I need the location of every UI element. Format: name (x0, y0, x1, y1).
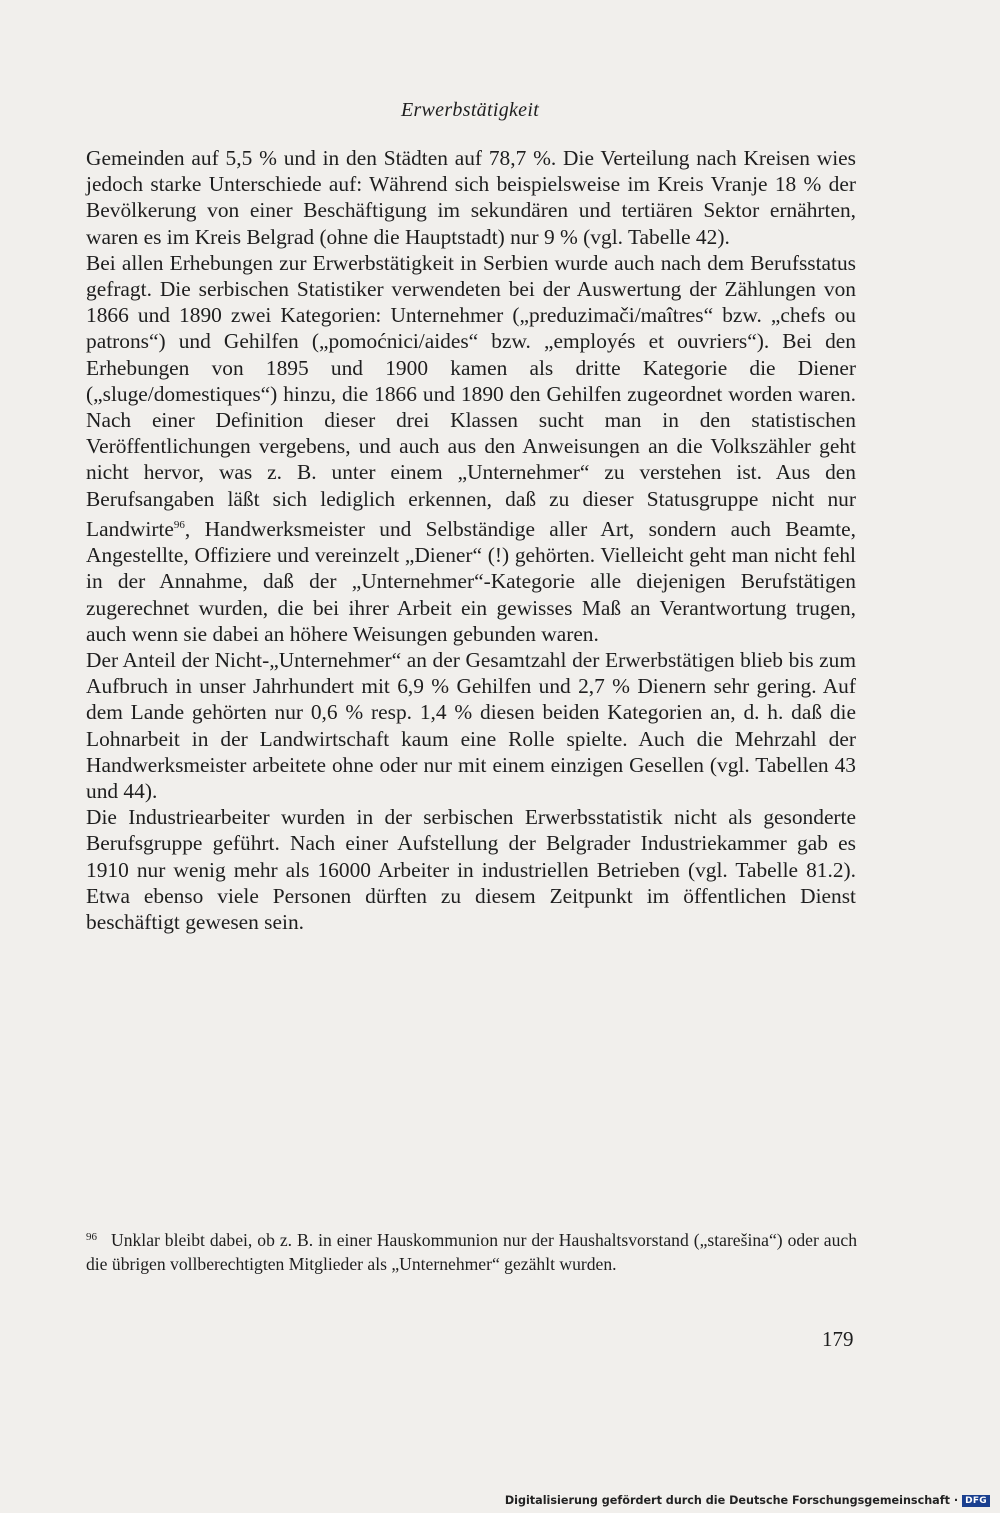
running-head: Erwerbstätigkeit (400, 99, 540, 121)
body-text (86, 145, 856, 935)
dfg-logo-icon: DFG (962, 1495, 990, 1507)
footnote (86, 1226, 857, 1276)
footnote-text: Unklar bleibt dabei, ob z. B. in einer Hauskommunion nur der Haushaltsvorstand („starešina“) oder auch die übrigen vollberechtigten Mitglieder als „Unternehmer“ gezählt wurden. (86, 1230, 857, 1274)
page-number: 179 (822, 1327, 854, 1351)
digitization-footer (505, 1494, 990, 1507)
paragraph-2-text: Bei allen Erhebungen zur Erwerbstätigkeit in Serbien wurde auch nach dem Berufsstatus gefragt. Die serbischen Statistiker verwendeten bei der Auswertung der Zählungen von 1866 und 1890 zwei Kategorien: Unternehmer („preduzimači/maîtres“ bzw. „chefs ou patrons“) und Gehilfen („pomoćnici/aides“ bzw. „employés et ouvriers“). Bei den Erhebungen von 1895 und 1900 kamen als dritte Kategorie die Diener („sluge/domestiques“) hinzu, die 1866 und 1890 den Gehilfen zugeordnet worden waren. Nach einer Definition dieser drei Klassen sucht man in den statistischen Veröffentlichungen vergebens, und auch aus den Anweisungen an die Volkszähler geht nicht hervor, was z. B. unter einem „Unternehmer“ zu verstehen ist. Aus den Berufsangaben läßt sich lediglich erkennen, daß zu dieser Statusgruppe nicht nur Landwirte (86, 250, 856, 541)
footnote-reference: 96 (173, 518, 185, 531)
paragraph-1: Gemeinden auf 5,5 % und in den Städten auf 78,7 %. Die Verteilung nach Kreisen wies jedoch starke Unterschiede auf: Während sich beispielsweise im Kreis Vranje 18 % der Bevölkerung von einer Beschäftigung im sekundären und tertiären Sektor ernährten, waren es im Kreis Belgrad (ohne die Hauptstadt) nur 9 % (vgl. Tabelle 42). (86, 146, 856, 249)
paragraph-4: Die Industriearbeiter wurden in der serbischen Erwerbsstatistik nicht als gesonderte Berufsgruppe geführt. Nach einer Aufstellung der Belgrader Industriekammer gab es 1910 nur wenig mehr als 16000 Arbeiter in industriellen Betrieben (vgl. Tabelle 81.2). Etwa ebenso viele Personen dürften zu diesem Zeitpunkt im öffentlichen Dienst beschäftigt gewesen sein. (86, 805, 856, 935)
paragraph-2-continuation: , Handwerksmeister und Selbständige aller Art, sondern auch Beamte, Angestellte, Offiziere und vereinzelt „Diener“ (!) gehörten. Vielleicht geht man nicht fehl in der Annahme, daß der „Unternehmer“-Kategorie alle diejenigen Berufstätigen zugerechnet wurden, die bei ihrer Arbeit ein gewisses Maß an Verantwortung trugen, auch wenn sie dabei an höhere Weisungen gebunden waren. (86, 516, 856, 646)
paragraph-2 (86, 250, 856, 647)
footer-text: Digitalisierung gefördert durch die Deutsche Forschungsgemeinschaft · (504, 1494, 959, 1507)
footnote-number: 96 (86, 1231, 97, 1243)
paragraph-3: Der Anteil der Nicht-„Unternehmer“ an der Gesamtzahl der Erwerbstätigen blieb bis zum Aufbruch in unser Jahrhundert mit 6,9 % Gehilfen und 2,7 % Dienern sehr gering. Auf dem Lande gehörten nur 0,6 % resp. 1,4 % diesen beiden Kategorien an, d. h. daß die Lohnarbeit in der Landwirtschaft kaum eine Rolle spielte. Auch die Mehrzahl der Handwerksmeister arbeitete ohne oder nur mit einem einzigen Gesellen (vgl. Tabellen 43 und 44). (86, 647, 856, 803)
